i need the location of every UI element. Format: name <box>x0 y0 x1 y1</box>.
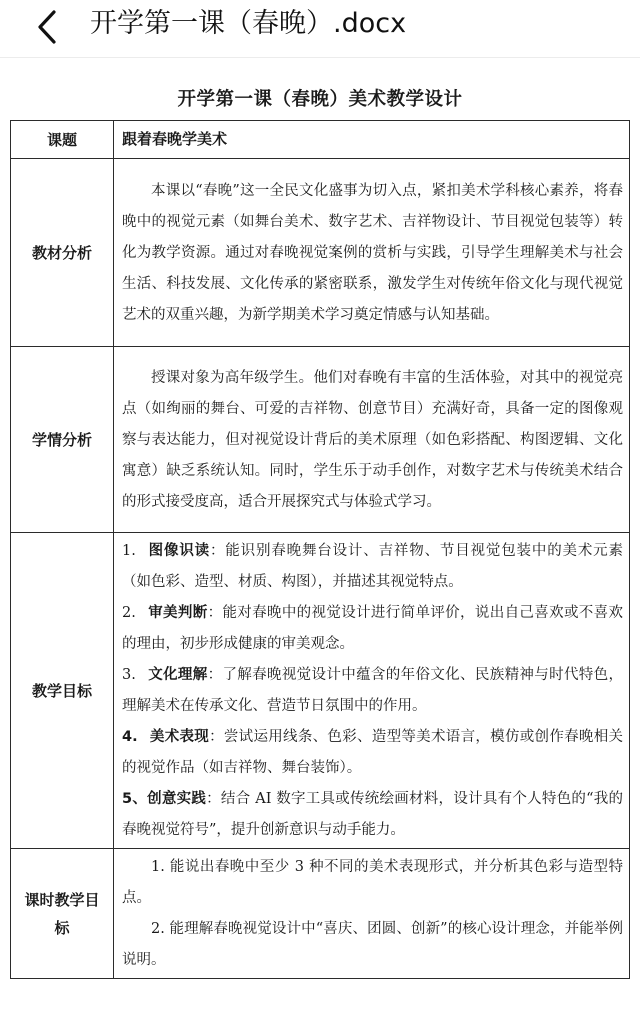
objective-item: 3. 文化理解：了解春晚视觉设计中蕴含的年俗文化、民族精神与时代特色，理解美术在传承文化、营造节日氛围中的作用。 <box>122 667 624 714</box>
table-row-objectives <box>11 533 630 849</box>
row-label-material: 教材分析 <box>11 159 114 347</box>
lesson-goal-item: 1. 能说出春晚中至少 3 种不同的美术表现形式，并分析其色彩与造型特点。 <box>122 859 623 906</box>
row-label-lesson-goals: 课时教学目标 <box>11 849 114 979</box>
student-analysis-text: 授课对象为高年级学生。他们对春晚有丰富的生活体验，对其中的视觉亮点（如绚丽的舞台、可爱的吉祥物、创意节目）充满好奇，具备一定的图像观察与表达能力，但对视觉设计背后的美术原理（如色彩搭配、构图逻辑、文化寓意）缺乏系统认知。同时，学生乐于动手创作，对数字艺术与传统美术结合的形式接受度高，适合开展探究式与体验式学习。 <box>122 369 623 510</box>
objective-item: 5、创意实践：结合 AI 数字工具或传统绘画材料，设计具有个人特色的“我的春晚视觉符号”，提升创新意识与动手能力。 <box>122 791 624 838</box>
lesson-plan-table <box>10 120 630 979</box>
table-row-lesson-goals <box>11 849 630 979</box>
document-title: 开学第一课（春晚）美术教学设计 <box>177 89 463 110</box>
document-page <box>10 80 630 979</box>
row-label-subject: 课题 <box>11 121 114 159</box>
table-row-material <box>11 159 630 347</box>
chevron-left-icon <box>28 4 68 50</box>
material-analysis-text: 本课以“春晚”这一全民文化盛事为切入点，紧扣美术学科核心素养，将春晚中的视觉元素（如舞台美术、数字艺术、吉祥物设计、节目视觉包装等）转化为教学资源。通过对春晚视觉案例的赏析与实践，引导学生理解美术与社会生活、科技发展、文化传承的紧密联系，激发学生对传统年俗文化与现代视觉艺术的双重兴趣，为新学期美术学习奠定情感与认知基础。 <box>122 182 623 323</box>
objective-item: 4. 美术表现：尝试运用线条、色彩、造型等美术语言，模仿或创作春晚相关的视觉作品（如吉祥物、舞台装饰）。 <box>122 729 623 776</box>
top-bar <box>0 0 640 58</box>
subject-value <box>114 121 630 159</box>
file-name-title: 开学第一课（春晚）.docx <box>90 8 407 39</box>
subject-text: 跟着春晚学美术 <box>122 130 228 148</box>
row-label-students: 学情分析 <box>11 347 114 533</box>
table-row-subject <box>11 121 630 159</box>
student-analysis <box>114 347 630 533</box>
table-row-students <box>11 347 630 533</box>
teaching-objectives <box>114 533 630 849</box>
row-label-objectives: 教学目标 <box>11 533 114 849</box>
lesson-goal-item: 2. 能理解春晚视觉设计中“喜庆、团圆、创新”的核心设计理念，并能举例说明。 <box>122 921 623 968</box>
material-analysis <box>114 159 630 347</box>
back-button[interactable] <box>28 4 68 50</box>
objective-item: 1. 图像识读：能识别春晚舞台设计、吉祥物、节目视觉包装中的美术元素（如色彩、造型、材质、构图），并描述其视觉特点。 <box>122 543 624 590</box>
objective-item: 2. 审美判断：能对春晚中的视觉设计进行简单评价，说出自己喜欢或不喜欢的理由，初步形成健康的审美观念。 <box>122 605 624 652</box>
lesson-goals <box>114 849 630 979</box>
